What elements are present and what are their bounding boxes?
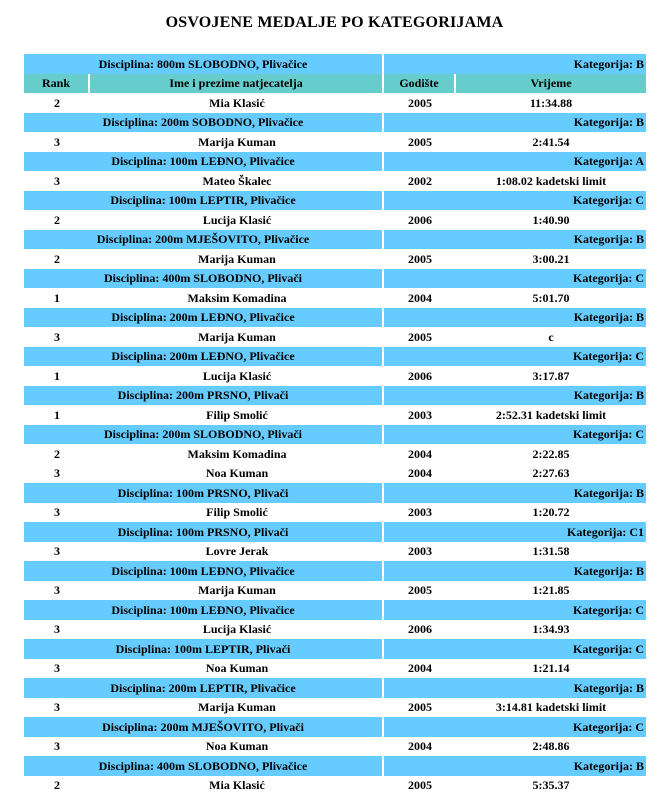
rank-cell: 3: [24, 737, 90, 757]
rank-cell: 2: [24, 93, 90, 113]
table-row: [24, 776, 646, 796]
table-row: [24, 542, 646, 562]
discipline-label: Disciplina: 200m LEPTIR, Plivačice: [24, 678, 384, 698]
discipline-label: Disciplina: 100m PRSNO, Plivači: [24, 522, 384, 542]
name-cell: Marija Kuman: [90, 132, 384, 152]
discipline-label: Disciplina: 800m SLOBODNO, Plivačice: [24, 54, 384, 74]
table-row: [24, 93, 646, 113]
discipline-label: Disciplina: 200m PRSNO, Plivači: [24, 386, 384, 406]
section-header: [24, 717, 646, 737]
section-header: [24, 113, 646, 133]
time-cell: 2:48.86: [456, 737, 646, 757]
category-label: Kategorija: B: [384, 678, 646, 698]
discipline-label: Disciplina: 200m LEĐNO, Plivačice: [24, 347, 384, 367]
year-cell: 2003: [384, 503, 456, 523]
rank-cell: 2: [24, 444, 90, 464]
section-header: [24, 269, 646, 289]
discipline-label: Disciplina: 100m LEĐNO, Plivačice: [24, 152, 384, 172]
rank-cell: 3: [24, 132, 90, 152]
category-label: Kategorija: C: [384, 425, 646, 445]
time-cell: 1:20.72: [456, 503, 646, 523]
time-cell: 1:34.93: [456, 620, 646, 640]
medals-table: [24, 54, 646, 795]
year-cell: 2004: [384, 444, 456, 464]
column-header-time: Vrijeme: [456, 74, 646, 94]
table-row: [24, 288, 646, 308]
column-header-name: Ime i prezime natjecatelja: [90, 74, 384, 94]
section-header: [24, 678, 646, 698]
category-label: Kategorija: C: [384, 347, 646, 367]
year-cell: 2006: [384, 620, 456, 640]
table-row: [24, 503, 646, 523]
name-cell: Mia Klasić: [90, 776, 384, 796]
time-cell: 2:22.85: [456, 444, 646, 464]
rank-cell: 2: [24, 210, 90, 230]
category-label: Kategorija: B: [384, 308, 646, 328]
year-cell: 2004: [384, 737, 456, 757]
time-cell: 1:31.58: [456, 542, 646, 562]
category-label: Kategorija: B: [384, 113, 646, 133]
year-cell: 2004: [384, 464, 456, 484]
rank-cell: 2: [24, 249, 90, 269]
year-cell: 2006: [384, 366, 456, 386]
section-header: [24, 191, 646, 211]
table-row: [24, 698, 646, 718]
section-header: [24, 483, 646, 503]
table-row: [24, 581, 646, 601]
section-header: [24, 230, 646, 250]
table-row: [24, 737, 646, 757]
year-cell: 2005: [384, 132, 456, 152]
section-header: [24, 152, 646, 172]
rank-cell: 3: [24, 327, 90, 347]
rank-cell: 3: [24, 659, 90, 679]
rank-cell: 1: [24, 366, 90, 386]
name-cell: Marija Kuman: [90, 249, 384, 269]
name-cell: Lovre Jerak: [90, 542, 384, 562]
category-label: Kategorija: C: [384, 600, 646, 620]
rank-cell: 2: [24, 776, 90, 796]
name-cell: Marija Kuman: [90, 698, 384, 718]
category-label: Kategorija: C: [384, 639, 646, 659]
name-cell: Mateo Škalec: [90, 171, 384, 191]
table-row: [24, 249, 646, 269]
time-cell: 11:34.88: [456, 93, 646, 113]
year-cell: 2005: [384, 698, 456, 718]
rank-cell: 1: [24, 288, 90, 308]
table-row: [24, 405, 646, 425]
table-row: [24, 366, 646, 386]
time-cell: 3:00.21: [456, 249, 646, 269]
category-label: Kategorija: A: [384, 152, 646, 172]
name-cell: Marija Kuman: [90, 581, 384, 601]
category-label: Kategorija: C: [384, 269, 646, 289]
section-header: [24, 347, 646, 367]
section-header: [24, 386, 646, 406]
rank-cell: 3: [24, 620, 90, 640]
category-label: Kategorija: B: [384, 483, 646, 503]
discipline-label: Disciplina: 100m LEĐNO, Plivačice: [24, 600, 384, 620]
section-header: [24, 425, 646, 445]
column-header-rank: Rank: [24, 74, 90, 94]
name-cell: Filip Smolić: [90, 405, 384, 425]
name-cell: Lucija Klasić: [90, 366, 384, 386]
rank-cell: 3: [24, 542, 90, 562]
column-header-year: Godište: [384, 74, 456, 94]
section-header: [24, 308, 646, 328]
section-header: [24, 54, 646, 74]
table-row: [24, 659, 646, 679]
category-label: Kategorija: B: [384, 230, 646, 250]
name-cell: Maksim Komadina: [90, 444, 384, 464]
time-cell: 5:01.70: [456, 288, 646, 308]
section-header: [24, 639, 646, 659]
name-cell: Noa Kuman: [90, 737, 384, 757]
category-label: Kategorija: B: [384, 756, 646, 776]
category-label: Kategorija: B: [384, 561, 646, 581]
category-label: Kategorija: B: [384, 386, 646, 406]
category-label: Kategorija: B: [384, 54, 646, 74]
table-row: [24, 464, 646, 484]
discipline-label: Disciplina: 100m LEPTIR, Plivačice: [24, 191, 384, 211]
page-title: OSVOJENE MEDALJE PO KATEGORIJAMA: [165, 14, 504, 31]
discipline-label: Disciplina: 200m MJEŠOVITO, Plivačice: [24, 230, 384, 250]
time-cell: 1:08.02 kadetski limit: [456, 171, 646, 191]
name-cell: Maksim Komadina: [90, 288, 384, 308]
rank-cell: 3: [24, 171, 90, 191]
time-cell: 2:41.54: [456, 132, 646, 152]
table-row: [24, 132, 646, 152]
discipline-label: Disciplina: 200m SLOBODNO, Plivači: [24, 425, 384, 445]
category-label: Kategorija: C: [384, 717, 646, 737]
section-header: [24, 522, 646, 542]
year-cell: 2006: [384, 210, 456, 230]
category-label: Kategorija: C1: [384, 522, 646, 542]
discipline-label: Disciplina: 200m SOBODNO, Plivačice: [24, 113, 384, 133]
name-cell: Lucija Klasić: [90, 620, 384, 640]
time-cell: 2:27.63: [456, 464, 646, 484]
year-cell: 2005: [384, 776, 456, 796]
table-row: [24, 444, 646, 464]
section-header: [24, 600, 646, 620]
table-row: [24, 620, 646, 640]
rank-cell: 3: [24, 581, 90, 601]
rank-cell: 3: [24, 503, 90, 523]
name-cell: Lucija Klasić: [90, 210, 384, 230]
category-label: Kategorija: C: [384, 191, 646, 211]
year-cell: 2005: [384, 581, 456, 601]
discipline-label: Disciplina: 400m SLOBODNO, Plivači: [24, 269, 384, 289]
discipline-label: Disciplina: 100m LEPTIR, Plivači: [24, 639, 384, 659]
table-row: [24, 171, 646, 191]
name-cell: Marija Kuman: [90, 327, 384, 347]
column-header-row: [24, 74, 646, 94]
year-cell: 2005: [384, 327, 456, 347]
time-cell: 3:17.87: [456, 366, 646, 386]
rank-cell: 3: [24, 464, 90, 484]
year-cell: 2004: [384, 288, 456, 308]
time-cell: 3:14.81 kadetski limit: [456, 698, 646, 718]
section-header: [24, 561, 646, 581]
time-cell: 1:40.90: [456, 210, 646, 230]
section-header: [24, 756, 646, 776]
time-cell: 5:35.37: [456, 776, 646, 796]
time-cell: 2:52.31 kadetski limit: [456, 405, 646, 425]
time-cell: c: [456, 327, 646, 347]
name-cell: Noa Kuman: [90, 659, 384, 679]
time-cell: 1:21.85: [456, 581, 646, 601]
discipline-label: Disciplina: 400m SLOBODNO, Plivačice: [24, 756, 384, 776]
year-cell: 2003: [384, 405, 456, 425]
time-cell: 1:21.14: [456, 659, 646, 679]
table-row: [24, 327, 646, 347]
year-cell: 2005: [384, 249, 456, 269]
medals-table-body: [24, 54, 646, 795]
discipline-label: Disciplina: 200m LEĐNO, Plivačice: [24, 308, 384, 328]
table-row: [24, 210, 646, 230]
year-cell: 2002: [384, 171, 456, 191]
name-cell: Mia Klasić: [90, 93, 384, 113]
discipline-label: Disciplina: 100m LEĐNO, Plivačice: [24, 561, 384, 581]
year-cell: 2003: [384, 542, 456, 562]
discipline-label: Disciplina: 200m MJEŠOVITO, Plivači: [24, 717, 384, 737]
year-cell: 2005: [384, 93, 456, 113]
year-cell: 2004: [384, 659, 456, 679]
discipline-label: Disciplina: 100m PRSNO, Plivači: [24, 483, 384, 503]
rank-cell: 3: [24, 698, 90, 718]
name-cell: Noa Kuman: [90, 464, 384, 484]
name-cell: Filip Smolić: [90, 503, 384, 523]
rank-cell: 1: [24, 405, 90, 425]
